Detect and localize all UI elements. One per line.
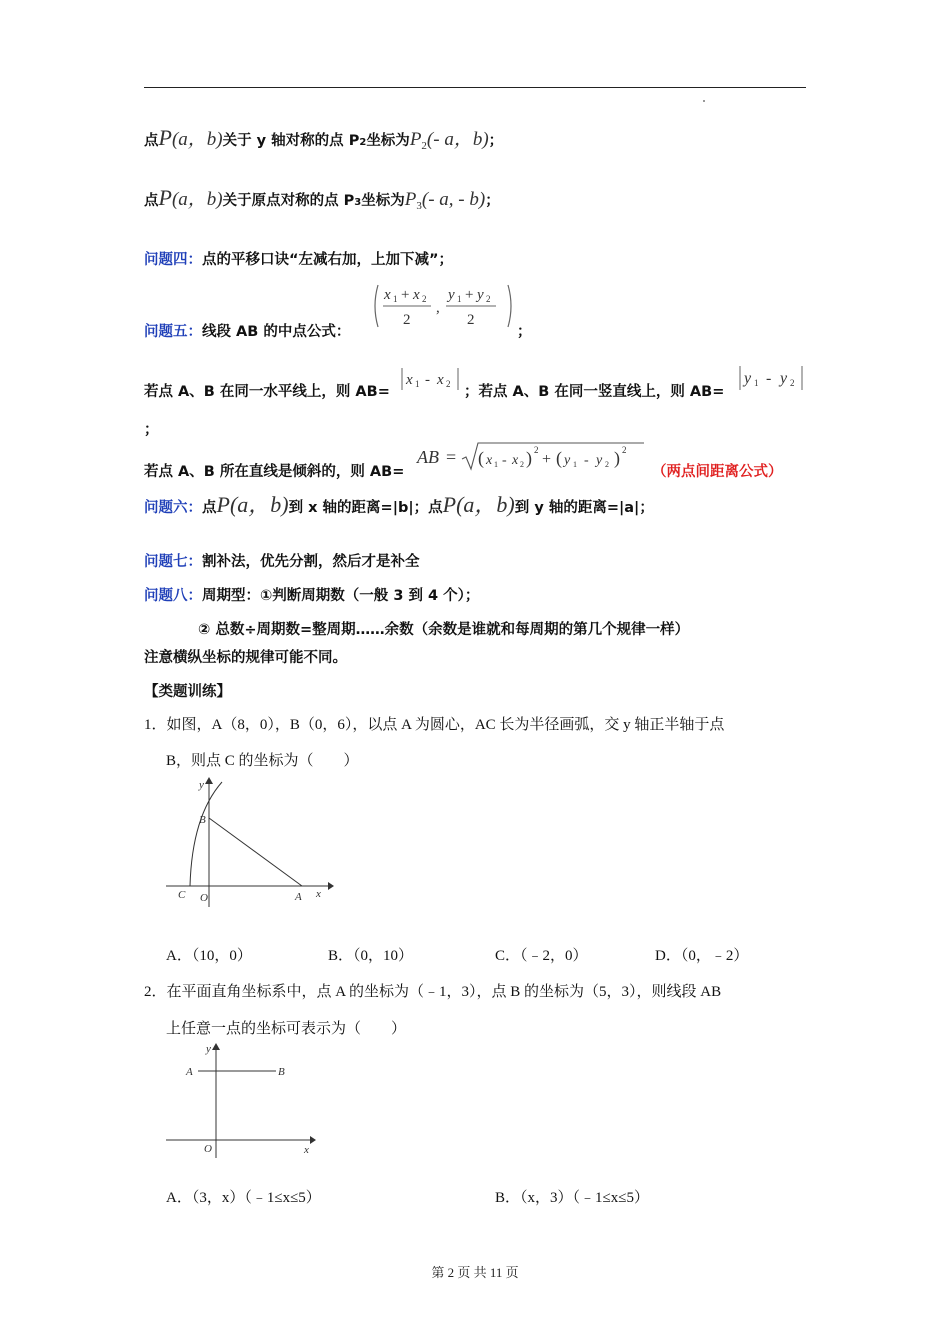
distance-formula (416, 440, 650, 472)
svg-text:): ) (614, 448, 620, 468)
svg-text:y: y (780, 370, 788, 387)
question-8-rule: ② 总数÷周期数=整周期……余数（余数是谁就和每周期的第几个规律一样） (198, 622, 690, 638)
fig-label-b: B (278, 1066, 285, 1078)
problem-1-text: 1．如图，A（8，0），B（0，6），以点 A 为圆心，AC 长为半径画弧，交 y 轴正半轴于点 (144, 717, 725, 733)
svg-text:2: 2 (790, 378, 795, 388)
formula-args: (- a，b) (426, 129, 489, 150)
distance-vertical-text: ；若点 A、B 在同一竖直线上，则 AB= (464, 384, 725, 400)
formula-p3: P (404, 189, 417, 210)
subscript: 3 (354, 197, 362, 208)
svg-text:): ) (526, 448, 532, 468)
subscript: 3 (416, 200, 422, 212)
svg-text:+: + (401, 287, 410, 303)
formula-args: (- a, - b) (421, 189, 486, 210)
svg-text:x: x (406, 372, 413, 388)
question-label: 问题六： (144, 500, 202, 516)
svg-text:1: 1 (393, 294, 398, 304)
symmetry-y-line (144, 124, 503, 152)
fig-label-c: C (178, 889, 186, 901)
fig-label-o: O (204, 1143, 212, 1155)
distance-formula-graphic (416, 440, 650, 472)
section-title: 【类题训练】 (144, 684, 231, 700)
page-footer: 第 2 页 共 11 页 (431, 1265, 519, 1280)
abs-y-formula (738, 364, 806, 392)
text: ； (488, 133, 504, 149)
fig-label-x: x (316, 888, 321, 900)
svg-text:,: , (436, 300, 440, 316)
question-7 (144, 550, 420, 571)
svg-text:-: - (584, 453, 589, 468)
svg-text:2: 2 (486, 294, 491, 304)
text: 到 x 轴的距离=|b|；点 (288, 500, 443, 516)
svg-text:(: ( (478, 448, 484, 468)
abs-x-graphic (400, 366, 464, 392)
subscript: 2 (359, 137, 367, 148)
formula-p: P(a，b) (216, 492, 289, 517)
svg-text:2: 2 (605, 460, 609, 469)
problem-1-option-c[interactable]: C．（﹣2，0） (495, 948, 588, 964)
svg-text:1: 1 (573, 460, 577, 469)
problem-2-text: 2．在平面直角坐标系中，点 A 的坐标为（﹣1，3），点 B 的坐标为（5，3），则线段 AB (144, 984, 722, 1000)
formula-args: (a，b) (171, 129, 223, 150)
svg-text:2: 2 (534, 445, 539, 455)
svg-text:+: + (542, 451, 552, 468)
fig-label-y: y (199, 779, 204, 791)
text: 关于 y 轴对称的点 P (222, 133, 360, 149)
formula-p: P (158, 185, 172, 210)
question-text: 线段 AB 的中点公式： (202, 324, 351, 340)
problem-2-text-2: 上任意一点的坐标可表示为（ ） (166, 1021, 407, 1037)
svg-text:=: = (446, 447, 457, 467)
svg-text:2: 2 (622, 445, 627, 455)
distance-slant-text: 若点 A、B 所在直线是倾斜的，则 AB= (144, 464, 405, 480)
svg-text:y: y (744, 370, 752, 387)
text: ； (485, 193, 500, 209)
svg-text:AB: AB (417, 447, 439, 467)
problem-1-option-a[interactable]: A．（10，0） (166, 948, 252, 964)
svg-text:y: y (564, 453, 571, 468)
svg-text:2: 2 (446, 379, 451, 389)
question-label: 问题七： (144, 554, 202, 570)
svg-text:1: 1 (415, 379, 420, 389)
svg-text:2: 2 (422, 294, 427, 304)
question-label: 问题四： (144, 252, 202, 268)
text: 到 y 轴的距离=|a|； (514, 500, 654, 516)
midpoint-formula-graphic (372, 282, 514, 330)
problem-2-option-b[interactable]: B．（x，3）（﹣1≤x≤5） (495, 1190, 649, 1206)
question-8 (144, 584, 479, 605)
header-dot (703, 100, 705, 102)
svg-text:+: + (465, 287, 474, 303)
text: 坐标为 (361, 193, 405, 209)
svg-text:-: - (766, 370, 772, 387)
svg-text:1: 1 (494, 460, 498, 469)
fig-label-o: O (200, 892, 208, 904)
formula-args: (a，b) (171, 189, 223, 210)
svg-text:x: x (437, 372, 444, 388)
text: 点 (144, 133, 159, 149)
problem-1-text-2: B，则点 C 的坐标为（ ） (166, 753, 359, 769)
svg-text:2: 2 (467, 312, 475, 328)
problem-1-option-b[interactable]: B．（0，10） (328, 948, 414, 964)
problem-1-figure (162, 776, 334, 910)
formula-p: P (158, 125, 172, 150)
question-label: 问题五： (144, 324, 202, 340)
distance-horizontal-text: 若点 A、B 在同一水平线上，则 AB= (144, 384, 390, 400)
svg-text:x: x (512, 453, 519, 468)
svg-text:2: 2 (403, 312, 411, 328)
formula-p2: P (409, 129, 422, 150)
fig-label-x: x (304, 1144, 309, 1156)
subscript: 2 (421, 140, 427, 152)
formula-p: P(a，b) (442, 492, 515, 517)
fig-label-a: A (295, 891, 302, 903)
fig-label-y: y (206, 1043, 211, 1055)
problem-2-figure (162, 1040, 322, 1160)
question-5 (144, 320, 350, 341)
svg-text:1: 1 (754, 378, 759, 388)
abs-y-graphic (738, 364, 806, 392)
svg-text:x: x (486, 453, 493, 468)
svg-text:-: - (502, 453, 507, 468)
problem-2-option-a[interactable]: A．（3，x）（﹣1≤x≤5） (166, 1190, 321, 1206)
text: ； (517, 324, 532, 340)
distance-formula-note: （两点间距离公式） (652, 464, 783, 480)
question-text: 点的平移口诀“左减右加，上加下减”； (202, 252, 454, 268)
svg-text:1: 1 (457, 294, 462, 304)
svg-text:-: - (425, 372, 430, 388)
text: 坐标为 (366, 133, 410, 149)
fig-label-a: A (186, 1066, 193, 1078)
svg-text:x: x (384, 287, 391, 303)
svg-text:y: y (477, 287, 484, 303)
fig-label-b: B (199, 814, 206, 826)
question-text: 周期型：①判断周期数（一般 3 到 4 个）； (202, 588, 480, 604)
header-rule (144, 87, 806, 88)
problem-1-option-d[interactable]: D．（0，﹣2） (655, 948, 749, 964)
text: 点 (144, 193, 159, 209)
question-text: 割补法，优先分割，然后才是补全 (202, 554, 420, 570)
svg-text:y: y (448, 287, 455, 303)
abs-x-formula (400, 366, 464, 392)
svg-text:(: ( (556, 448, 562, 468)
svg-text:y: y (596, 453, 603, 468)
question-label: 问题八： (144, 588, 202, 604)
symmetry-origin-line (144, 184, 500, 212)
text: 点 (202, 500, 217, 516)
midpoint-formula (372, 282, 514, 330)
svg-text:2: 2 (520, 460, 524, 469)
question-8-note: 注意横纵坐标的规律可能不同。 (144, 650, 347, 666)
text: 关于原点对称的点 P (222, 193, 355, 209)
question-6 (144, 488, 654, 519)
svg-text:x: x (413, 287, 420, 303)
question-4 (144, 248, 453, 269)
text: ； (144, 422, 159, 438)
